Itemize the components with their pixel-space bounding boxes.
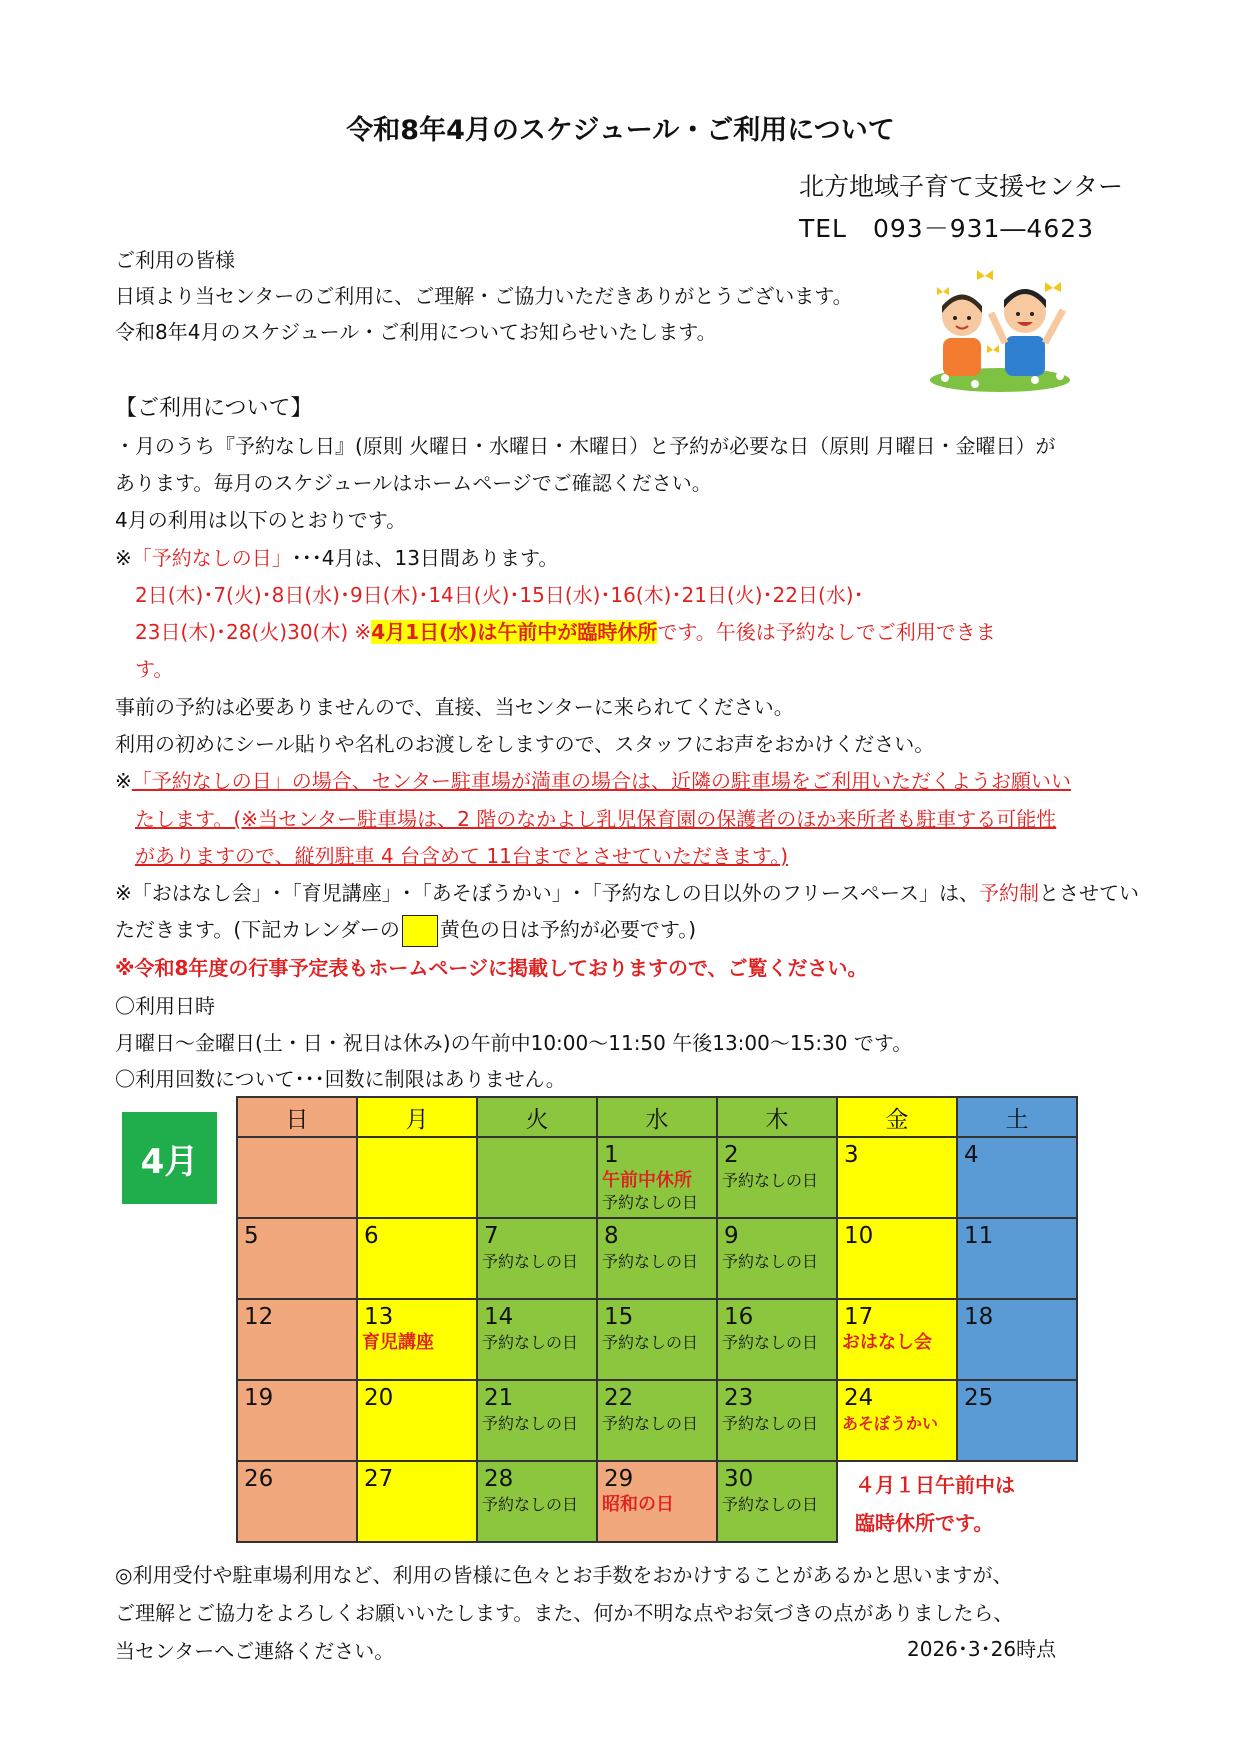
calendar-day-cell xyxy=(477,1137,597,1218)
day-number: 29 xyxy=(604,1466,634,1492)
day-number: 27 xyxy=(364,1466,394,1492)
greeting-line: 令和8年4月のスケジュール・ご利用についてお知らせいたします。 xyxy=(115,320,717,344)
telephone: TEL 093－931―4623 xyxy=(798,214,1095,243)
afternoon-note: です。午後は予約なしでご利用できま xyxy=(657,620,996,644)
day-number: 4 xyxy=(964,1142,979,1168)
calendar-day-cell xyxy=(717,1218,837,1299)
parking-note xyxy=(115,768,1071,794)
reservation-note-cont xyxy=(115,915,696,947)
usage-text: 4月の利用は以下のとおりです。 xyxy=(115,508,407,532)
day-event-label: 予約なしの日 xyxy=(722,1414,819,1433)
parking-text: たします。(※当センター駐車場は、2 階のなかよし乳児保育園の保護者のほか来所者も駐車する可能性 xyxy=(135,807,1057,831)
day-event-label: おはなし会 xyxy=(842,1332,932,1353)
calendar-day-cell xyxy=(957,1380,1077,1461)
weekday-header: 土 xyxy=(957,1097,1077,1137)
hours-heading: 〇利用日時 xyxy=(115,994,215,1018)
footer-line: ご理解とご協力をよろしくお願いいたします。また、何か不明な点やお気づきの点がありましたら、 xyxy=(115,1601,1014,1625)
usage-text: あります。毎月のスケジュールはホームページでご確認ください。 xyxy=(115,471,712,495)
day-number: 14 xyxy=(484,1304,514,1330)
day-number: 9 xyxy=(724,1223,739,1249)
day-event-label: 予約なしの日 xyxy=(602,1414,699,1433)
day-event-label: 予約なしの日 xyxy=(482,1252,579,1271)
day-event-label: 予約なしの日 xyxy=(482,1414,579,1433)
usage-count-text: 〇利用回数について･･･回数に制限はありません。 xyxy=(115,1067,566,1091)
calendar-day-cell xyxy=(957,1137,1077,1218)
day-event-label: 予約なしの日 xyxy=(722,1495,819,1514)
day-event-label: 予約なしの日 xyxy=(602,1193,699,1212)
day-number: 23 xyxy=(724,1385,754,1411)
calendar-week-row xyxy=(237,1218,1077,1299)
day-number: 10 xyxy=(844,1223,874,1249)
calendar-week-row xyxy=(237,1137,1077,1218)
reservation-note xyxy=(115,880,1139,906)
direct-visit-text: 事前の予約は必要ありませんので、直接、当センターに来られてください。 xyxy=(115,695,794,719)
calendar-day-cell xyxy=(477,1461,597,1542)
day-number: 6 xyxy=(364,1223,379,1249)
organization-name: 北方地域子育て支援センター xyxy=(798,172,1123,201)
day-number: 26 xyxy=(244,1466,274,1492)
calendar-day-cell xyxy=(597,1137,717,1218)
calendar-day-cell xyxy=(237,1137,357,1218)
closure-highlight: 4月1日(水)は午前中が臨時休所 xyxy=(371,620,658,644)
note-mark: ※ xyxy=(115,769,132,793)
children-with-butterflies-illustration xyxy=(925,268,1075,393)
page-title: 令和8年4月のスケジュール・ご利用について xyxy=(346,115,895,146)
closure-note xyxy=(855,1466,1015,1542)
day-number: 28 xyxy=(484,1466,514,1492)
weekday-header: 日 xyxy=(237,1097,357,1137)
day-event-label: 予約なしの日 xyxy=(602,1333,699,1352)
afternoon-note-cont: す。 xyxy=(135,657,174,681)
calendar-day-cell xyxy=(357,1218,477,1299)
calendar-week-row xyxy=(237,1380,1077,1461)
weekday-header: 金 xyxy=(837,1097,957,1137)
parking-text: 「予約なしの日」の場合、センター駐車場が満車の場合は、近隣の駐車場をご利用いただくようお願いい xyxy=(131,769,1071,793)
parking-text: がありますので、縦列駐車 4 台含めて 11台までとさせていただきます。) xyxy=(135,844,789,868)
yellow-legend-swatch xyxy=(402,915,438,947)
month-badge: 4月 xyxy=(122,1112,217,1204)
day-number: 3 xyxy=(844,1142,859,1168)
calendar-week-row xyxy=(237,1299,1077,1380)
weekday-header: 木 xyxy=(717,1097,837,1137)
no-reservation-label: 「予約なしの日」 xyxy=(131,546,292,570)
reservation-text: ※「おはなし会」･「育児講座」･「あそぼうかい」･「予約なしの日以外のフリースペース」は、 xyxy=(115,881,979,905)
day-number: 13 xyxy=(364,1304,394,1330)
day-event-label: 予約なしの日 xyxy=(722,1333,819,1352)
calendar-day-cell xyxy=(477,1218,597,1299)
calendar-day-cell xyxy=(597,1380,717,1461)
calendar-day-cell xyxy=(477,1299,597,1380)
no-reservation-summary xyxy=(115,545,558,571)
calendar-day-cell xyxy=(957,1299,1077,1380)
day-number: 8 xyxy=(604,1223,619,1249)
day-number: 22 xyxy=(604,1385,634,1411)
calendar-day-cell xyxy=(837,1137,957,1218)
day-number: 15 xyxy=(604,1304,634,1330)
day-event-label: 予約なしの日 xyxy=(722,1252,819,1271)
weekday-header: 月 xyxy=(357,1097,477,1137)
day-number: 18 xyxy=(964,1304,994,1330)
dates-text: 23日(木)･28(火)30(木) ※ xyxy=(135,620,372,644)
day-event-label: 昭和の日 xyxy=(602,1494,674,1515)
calendar-day-cell xyxy=(717,1299,837,1380)
children-illustration xyxy=(925,268,1075,393)
day-event-label: あそぼうかい xyxy=(842,1414,939,1433)
weekday-header: 水 xyxy=(597,1097,717,1137)
calendar-day-cell xyxy=(837,1299,957,1380)
calendar-day-cell xyxy=(237,1380,357,1461)
usage-text: ・月のうち『予約なし日』(原則 火曜日・水曜日・木曜日）と予約が必要な日（原則 月曜日・金曜日）が xyxy=(115,434,1056,458)
note-mark: ※ xyxy=(115,546,132,570)
calendar-day-cell xyxy=(357,1380,477,1461)
calendar-day-cell xyxy=(957,1218,1077,1299)
staff-note-text: 利用の初めにシール貼りや名札のお渡しをしますので、スタッフにお声をおかけください。 xyxy=(115,732,935,756)
calendar-day-cell xyxy=(837,1380,957,1461)
day-event-label: 予約なしの日 xyxy=(482,1495,579,1514)
as-of-date: 2026･3･26時点 xyxy=(907,1637,1057,1661)
greeting-salutation: ご利用の皆様 xyxy=(115,248,235,272)
hours-text: 月曜日～金曜日(土・日・祝日は休み)の午前中10:00～11:50 午後13:00～15:30 です。 xyxy=(115,1031,913,1055)
day-number: 20 xyxy=(364,1385,394,1411)
no-reservation-dates: 2日(木)･7(火)･8日(水)･9日(木)･14日(火)･15日(水)･16(木)･21日(火)･22日(水)･ xyxy=(135,583,864,607)
reservation-text: とさせてい xyxy=(1038,881,1139,905)
footer-message xyxy=(115,1556,1013,1670)
closure-note-line: ４月１日午前中は xyxy=(855,1473,1015,1497)
day-number: 1 xyxy=(604,1142,619,1168)
day-number: 30 xyxy=(724,1466,754,1492)
calendar-day-cell xyxy=(837,1218,957,1299)
weekday-header: 火 xyxy=(477,1097,597,1137)
calendar-day-cell xyxy=(717,1380,837,1461)
day-number: 12 xyxy=(244,1304,274,1330)
day-event-label: 予約なしの日 xyxy=(482,1333,579,1352)
day-event-label: 予約なしの日 xyxy=(722,1171,819,1190)
calendar-day-cell xyxy=(357,1137,477,1218)
day-number: 11 xyxy=(964,1223,994,1249)
calendar-day-cell xyxy=(477,1380,597,1461)
calendar-day-cell xyxy=(717,1137,837,1218)
footer-line: 当センターへご連絡ください。 xyxy=(115,1639,395,1663)
day-number: 17 xyxy=(844,1304,874,1330)
calendar-day-cell xyxy=(237,1299,357,1380)
calendar-day-cell xyxy=(597,1299,717,1380)
section-heading: 【ご利用について】 xyxy=(115,396,313,421)
day-number: 7 xyxy=(484,1223,499,1249)
calendar-day-cell xyxy=(357,1461,477,1542)
events-note: ※令和8年度の行事予定表もホームページに掲載しておりますので、ご覧ください。 xyxy=(115,956,868,980)
calendar-day-cell xyxy=(717,1461,837,1542)
day-number: 25 xyxy=(964,1385,994,1411)
footer-line: ◎利用受付や駐車場利用など、利用の皆様に色々とお手数をおかけすることがあるかと思いますが、 xyxy=(115,1563,1013,1587)
day-event-label: 午前中休所 xyxy=(602,1170,692,1191)
day-event-label: 予約なしの日 xyxy=(602,1252,699,1271)
calendar-day-cell xyxy=(597,1218,717,1299)
day-number: 2 xyxy=(724,1142,739,1168)
calendar-day-cell xyxy=(237,1218,357,1299)
day-number: 19 xyxy=(244,1385,274,1411)
calendar-day-cell xyxy=(597,1461,717,1542)
greeting-line: 日頃より当センターのご利用に、ご理解・ご協力いただきありがとうございます。 xyxy=(115,284,853,308)
closure-note-line: 臨時休所です。 xyxy=(855,1511,994,1535)
reservation-required: 予約制 xyxy=(978,881,1039,905)
day-number: 24 xyxy=(844,1385,874,1411)
calendar-day-cell xyxy=(237,1461,357,1542)
day-number: 21 xyxy=(484,1385,514,1411)
day-event-label: 育児講座 xyxy=(362,1332,434,1353)
no-reservation-dates xyxy=(135,619,996,645)
reservation-text: 黄色の日は予約が必要です。) xyxy=(439,917,697,942)
day-number: 5 xyxy=(244,1223,259,1249)
day-number: 16 xyxy=(724,1304,754,1330)
calendar-day-cell xyxy=(357,1299,477,1380)
organization-block xyxy=(799,166,1123,250)
calendar-header-row xyxy=(237,1097,1077,1137)
reservation-text: ただきます。(下記カレンダーの xyxy=(115,917,400,942)
no-reservation-count: ･･･4月は、13日間あります。 xyxy=(291,546,559,570)
